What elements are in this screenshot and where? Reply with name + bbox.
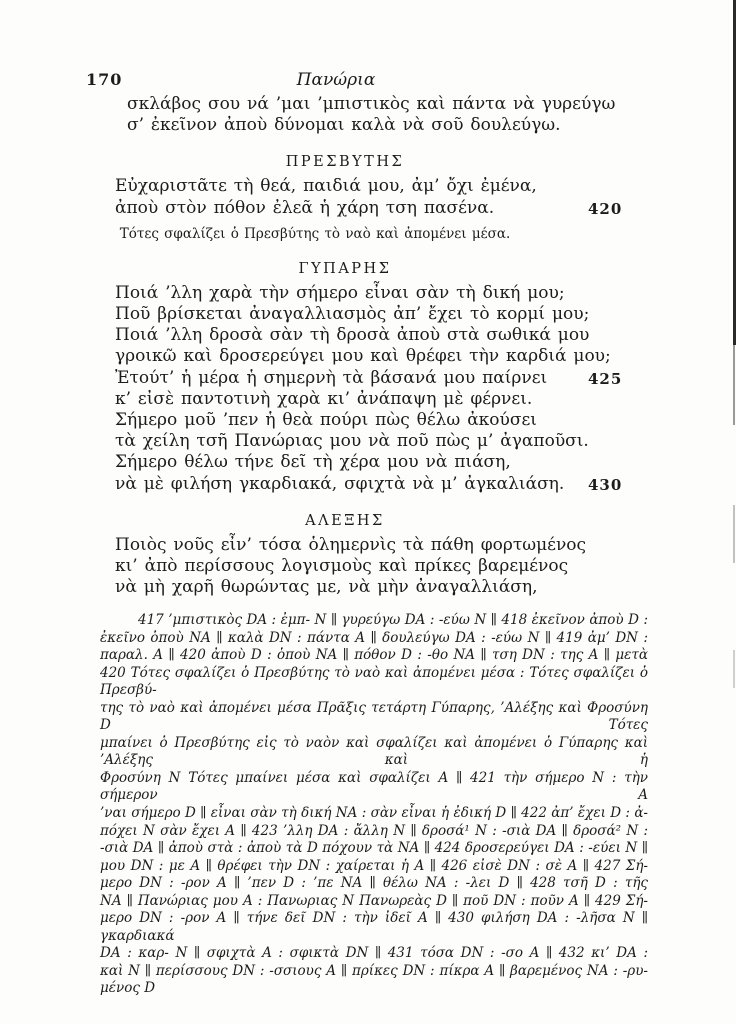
verse-line [115, 325, 615, 346]
verse-text: ἀποὺ στὸν πόθον ἐλεᾶ ἡ χάρη τση πασένα. [115, 197, 495, 218]
speaker-heading-alexis: ΑΛΕΞΗΣ [305, 512, 385, 529]
verse-line [115, 556, 615, 577]
stage-direction: Τότες σφαλίζει ὁ Πρεσβύτης τὸ ναὸ καὶ ἀπομένει μέσα. [119, 225, 511, 242]
speaker-heading-gyparis: ΓΥΠΑΡΗΣ [298, 260, 392, 277]
verse-line [115, 389, 615, 410]
apparatus-line: πόχει N σὰν ἔχει A ∥ 423 ’λλη DA : ἄλλη N ∥ δροσά¹ N : -σιὰ DA ∥ δροσά² N : [100, 822, 648, 839]
apparatus-line: μερο DN : -ρον A ∥ ’πεν D : ’πε NA ∥ θέλω NA : -λει D ∥ 428 τσῆ D : τῆς [100, 875, 648, 892]
verse-text: νὰ μὲ φιλήση γκαρδιακά, σφιχτὰ νὰ μ’ ἀγκαλιάση. [115, 473, 565, 494]
apparatus-line: μου DN : με A ∥ θρέφει τὴν DN : χαίρεται ἡ A ∥ 426 εἰσὲ DN : σὲ A ∥ 427 Σή- [100, 857, 648, 874]
verse-line [115, 452, 615, 473]
verse-text: Ποιά ’λλη δροσὰ σὰν τὴ δροσὰ ἀποὺ στὰ σωθικά μου [115, 325, 590, 346]
verse-text: Σήμερο μοῦ ’πεν ἡ θεὰ πούρι πὼς θέλω ἀκούσει [115, 410, 537, 431]
speaker-heading-presvytis: ΠΡΕΣΒΥΤΗΣ [285, 154, 405, 171]
verse-text: Σήμερο θέλω τήνε δεῖ τὴ χέρα μου νὰ πιάση, [115, 452, 511, 473]
verse-text: Εὐχαριστᾶτε τὴ θεά, παιδιά μου, ἀμ’ ὄχι ἐμένα, [115, 176, 537, 197]
apparatus-line: μένος D [100, 980, 156, 997]
line-number-425: 425 [588, 369, 623, 388]
scan-edge-artifact [733, 505, 735, 563]
apparatus-line: DA : καρ- N ∥ σφιχτὰ A : σφικτὰ DN ∥ 431 τόσα DN : -σο A ∥ 432 κι’ DA : [100, 945, 648, 962]
running-head: Πανώρια [296, 70, 376, 90]
verse-text: κι’ ἀπὸ περίσσους λογισμοὺς καὶ πρίκες βαρεμένος [115, 556, 569, 577]
apparatus-line: ’ναι σήμερο D ∥ εἶναι σὰν τὴ δική NA : σὰν εἶναι ἡ ἐδική D ∥ 422 ἀπ’ ἔχει D : ἀ- [100, 805, 648, 822]
verse-text: Ποῦ βρίσκεται ἀναγαλλιασμὸς ἀπ’ ἔχει τὸ κορμί μου; [115, 304, 590, 325]
apparatus-line: καὶ N ∥ περίσσους DN : -σσιους A ∥ πρίκες DN : πίκρα A ∥ βαρεμένος NA : -ρυ- [100, 962, 648, 979]
apparatus-line: 420 Τότες σφαλίζει ὁ Πρεσβύτης τὸ ναὸ καὶ ἀπομένει μέσα : Τότες σφαλίζει ὁ Πρεσβύ- [100, 664, 648, 699]
apparatus-line: μπαίνει ὁ Πρεσβύτης εἰς τὸ ναὸν καὶ σφαλίζει καὶ ἀπομένει ὁ Γύπαρης καὶ ’Αλέξης καὶ ἡ [100, 734, 648, 769]
verse-line [115, 367, 623, 389]
verse-line [115, 346, 615, 367]
apparatus-line: ἐκεῖνο ὁποὺ NA ∥ καλὰ DN : πάντα A ∥ δουλεύγω DA : -εύω N ∥ 419 ἀμ’ DN : [100, 629, 648, 646]
critical-apparatus [100, 612, 648, 998]
verse-line [115, 577, 615, 598]
line-number-420: 420 [588, 199, 623, 218]
apparatus-line: Φροσύνη N Τότες μπαίνει μέσα καὶ σφαλίζει A ∥ 421 τὴν σήμερο N : τὴν σήμερον A [100, 769, 648, 804]
verse-text: κ’ εἰσὲ παντοτινὴ χαρὰ κι’ ἀνάπαψη μὲ φέρνει. [115, 388, 533, 409]
apparatus-line: 417 ’μπιστικὸς DA : ἐμπ- N ∥ γυρεύγω DA : -εύω N ∥ 418 ἐκεῖνον ἀποὺ D : [138, 612, 648, 628]
apparatus-line: NA ∥ Πανώριας μου A : Πανωριας N Πανωρεὰς D ∥ ποῦ DN : ποῦν A ∥ 429 Σή- [100, 892, 648, 909]
verse-line: σ’ ἐκεῖνον ἀποὺ δύνομαι καλὰ νὰ σοῦ δουλεύγω. [127, 115, 561, 136]
verse-column [115, 94, 623, 598]
line-number-430: 430 [588, 475, 623, 494]
apparatus-line: -σιὰ DA ∥ ἀποὺ στὰ : ἀποὺ τὰ D πόχουν τὰ NA ∥ 424 δροσερεύγει DA : -εύει N ∥ [100, 840, 648, 857]
verse-line [115, 176, 615, 197]
verse-text: Ἐτούτ’ ἡ μέρα ἡ σημερνὴ τὰ βάσανά μου παίρνει [115, 367, 548, 388]
verse-text: Ποιά ’λλη χαρὰ τὴν σήμερο εἶναι σὰν τὴ δική μου; [115, 282, 565, 303]
verse-text: τὰ χείλη τσῆ Πανώριας μου νὰ ποῦ πὼς μ’ ἀγαποῦσι. [115, 431, 589, 452]
verse-line [115, 535, 615, 556]
verse-text: γροικῶ καὶ δροσερεύγει μου καὶ θρέφει τὴν καρδιά μου; [115, 346, 611, 367]
verse-line [115, 410, 615, 431]
verse-line [115, 431, 615, 452]
verse-line: σκλάβος σου νά ’μαι ’μπιστικὸς καὶ πάντα νὰ γυρεύγω [127, 94, 616, 114]
verse-line [115, 197, 623, 219]
scan-edge-artifact [733, 650, 735, 688]
verse-line [115, 283, 615, 304]
verse-text: Ποιὸς νοῦς εἶν’ τόσα ὁλημερνὶς τὰ πάθη φορτωμένος [115, 534, 587, 555]
verse-text: νὰ μὴ χαρῆ θωρώντας με, νὰ μὴν ἀναγαλλιάση, [115, 577, 538, 598]
verse-line [115, 473, 623, 495]
verse-line [115, 304, 615, 325]
apparatus-line: της τὸ ναὸ καὶ ἀπομένει μέσα Πρᾶξις τετάρτη Γύπαρης, ’Αλέξης καὶ Φροσύνη D Τότες [100, 699, 648, 734]
scan-edge-artifact [733, 345, 735, 425]
apparatus-line: μερο DN : -ρον A ∥ τήνε δεῖ DN : τὴν ἰδεῖ A ∥ 430 φιλήση DA : -λῆσα N ∥ γκαρδιακά [100, 910, 648, 944]
apparatus-line: παραλ. A ∥ 420 ἀποὺ D : ὁποὺ NA ∥ πόθον D : -θο NA ∥ τση DN : της A ∥ μετὰ [100, 647, 648, 664]
page-number: 170 [86, 70, 123, 89]
